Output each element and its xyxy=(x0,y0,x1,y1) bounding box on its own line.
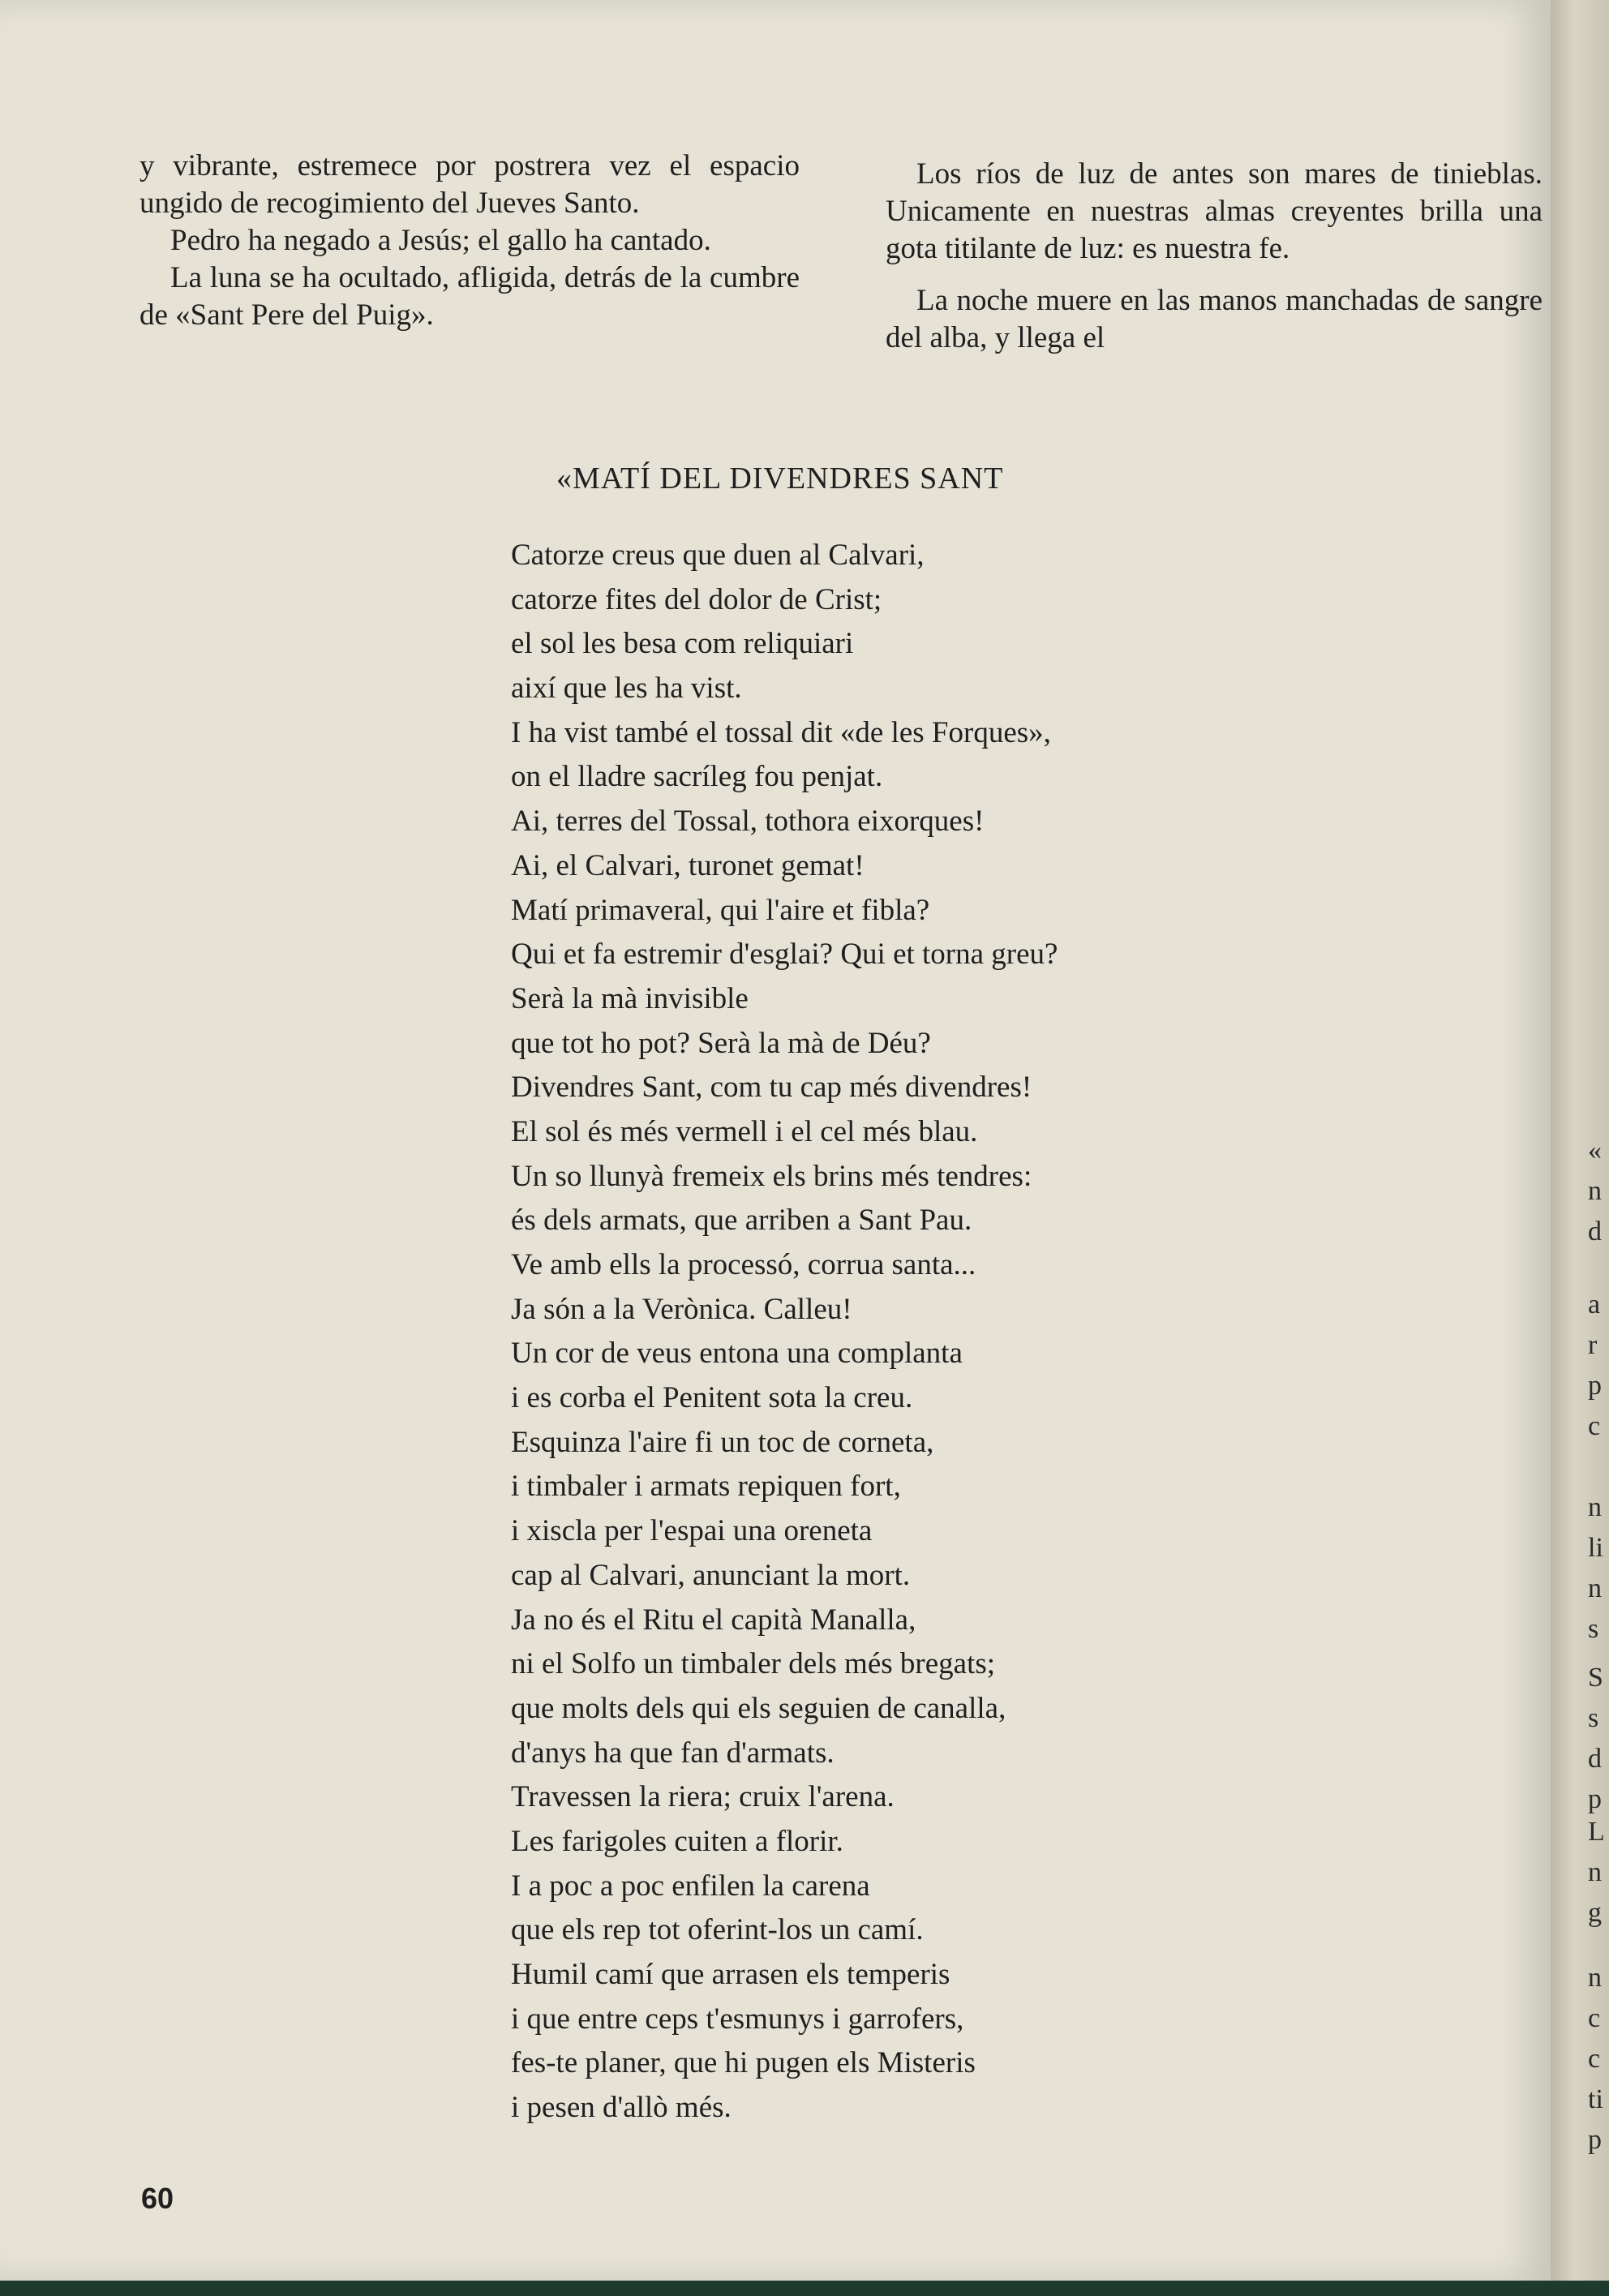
margin-fragment: ti xyxy=(1588,2084,1603,2114)
poem-line: Les farigoles cuiten a florir. xyxy=(511,1824,843,1858)
poem-line: fes-te planer, que hi pugen els Misteris xyxy=(511,2046,976,2080)
margin-fragment: c xyxy=(1588,2044,1601,2074)
margin-fragment: s xyxy=(1588,1703,1599,1733)
left-column xyxy=(139,148,800,334)
margin-fragment: li xyxy=(1588,1533,1603,1563)
margin-fragment: p xyxy=(1588,2125,1602,2155)
poem-line: així que les ha vist. xyxy=(511,672,742,706)
poem-line: cap al Calvari, anunciant la mort. xyxy=(511,1558,911,1592)
margin-fragment: s xyxy=(1588,1614,1599,1644)
margin-fragment: « xyxy=(1588,1135,1602,1165)
poem-body xyxy=(511,534,1058,2131)
poem-line: i que entre ceps t'esmunys i garrofers, xyxy=(511,2002,964,2036)
margin-fragment: r xyxy=(1588,1330,1598,1360)
margin-fragment: n xyxy=(1588,1492,1602,1522)
poem-line: Ja no és el Ritu el capità Manalla, xyxy=(511,1603,916,1637)
poem-line: Ve amb ells la processó, corrua santa... xyxy=(511,1248,976,1281)
margin-fragment: n xyxy=(1588,1176,1602,1206)
poem-line: Ai, el Calvari, turonet gemat! xyxy=(511,848,865,882)
poem-line: ni el Solfo un timbaler dels més bregats; xyxy=(511,1647,996,1681)
left-paragraph-3: La luna se ha ocultado, afligida, detrás de la cumbre de «Sant Pere del Puig». xyxy=(139,261,800,332)
right-paragraph-1: Los ríos de luz de antes son mares de tinieblas. Unicamente en nuestras almas creyentes brilla una gota titilante de luz: es nuestra fe. xyxy=(886,157,1542,265)
poem-line: Humil camí que arrasen els temperis xyxy=(511,1958,950,1991)
poem-line: que tot ho pot? Serà la mà de Déu? xyxy=(511,1026,931,1060)
poem-line: i es corba el Penitent sota la creu. xyxy=(511,1381,913,1415)
margin-fragment: a xyxy=(1588,1290,1601,1320)
poem-line: Esquinza l'aire fi un toc de corneta, xyxy=(511,1425,934,1459)
poem-line: Travessen la riera; cruix l'arena. xyxy=(511,1780,895,1814)
poem-line: i pesen d'allò més. xyxy=(511,2091,732,2125)
poem-line: Un so llunyà fremeix els brins més tendres: xyxy=(511,1159,1032,1193)
poem-line: Ja són a la Verònica. Calleu! xyxy=(511,1292,852,1326)
poem-line: d'anys ha que fan d'armats. xyxy=(511,1736,835,1770)
left-paragraph-2: Pedro ha negado a Jesús; el gallo ha cantado. xyxy=(170,224,711,257)
poem-line: el sol les besa com reliquiari xyxy=(511,627,854,661)
right-column xyxy=(886,156,1542,357)
poem-line: que els rep tot oferint-los un camí. xyxy=(511,1913,924,1947)
right-paragraph-2: La noche muere en las manos manchadas de sangre del alba, y llega el xyxy=(886,284,1542,354)
poem-line: El sol és més vermell i el cel més blau. xyxy=(511,1114,978,1148)
poem-line: I a poc a poc enfilen la carena xyxy=(511,1869,870,1903)
page-number: 60 xyxy=(141,2182,174,2215)
margin-fragment: d xyxy=(1588,1744,1602,1774)
poem-line: Qui et fa estremir d'esglai? Qui et torna greu? xyxy=(511,938,1058,972)
margin-fragment: c xyxy=(1588,2003,1601,2033)
poem-line: que molts dels qui els seguien de canalla, xyxy=(511,1691,1006,1725)
poem-line: I ha vist també el tossal dit «de les Forques», xyxy=(511,715,1051,749)
margin-fragment: g xyxy=(1588,1898,1602,1928)
margin-fragment: L xyxy=(1588,1817,1605,1847)
poem-line: Catorze creus que duen al Calvari, xyxy=(511,539,925,572)
margin-fragment: n xyxy=(1588,1573,1602,1603)
margin-fragment: S xyxy=(1588,1663,1603,1693)
poem-line: Matí primaveral, qui l'aire et fibla? xyxy=(511,893,930,927)
poem-line: i timbaler i armats repiquen fort, xyxy=(511,1470,901,1504)
margin-fragment: p xyxy=(1588,1371,1602,1401)
margin-fragment: d xyxy=(1588,1217,1602,1247)
poem-line: catorze fites del dolor de Crist; xyxy=(511,582,882,616)
poem-line: on el lladre sacríleg fou penjat. xyxy=(511,760,883,794)
bottom-border xyxy=(0,2281,1609,2296)
margin-fragment: n xyxy=(1588,1857,1602,1887)
poem-line: Ai, terres del Tossal, tothora eixorques! xyxy=(511,805,985,839)
poem-line: Serà la mà invisible xyxy=(511,981,749,1015)
poem-line: Un cor de veus entona una complanta xyxy=(511,1337,963,1371)
poem-line: és dels armats, que arriben a Sant Pau. xyxy=(511,1204,972,1238)
margin-fragment: p xyxy=(1588,1784,1602,1814)
margin-fragment: n xyxy=(1588,1963,1602,1993)
margin-fragment: c xyxy=(1588,1411,1601,1441)
left-paragraph-1: y vibrante, estremece por postrera vez el espacio ungido de recogimiento del Jueves Santo. xyxy=(139,149,800,220)
poem-line: Divendres Sant, com tu cap més divendres! xyxy=(511,1071,1032,1105)
poem-title: «MATÍ DEL DIVENDRES SANT xyxy=(556,461,1004,496)
poem-line: i xiscla per l'espai una oreneta xyxy=(511,1514,873,1548)
